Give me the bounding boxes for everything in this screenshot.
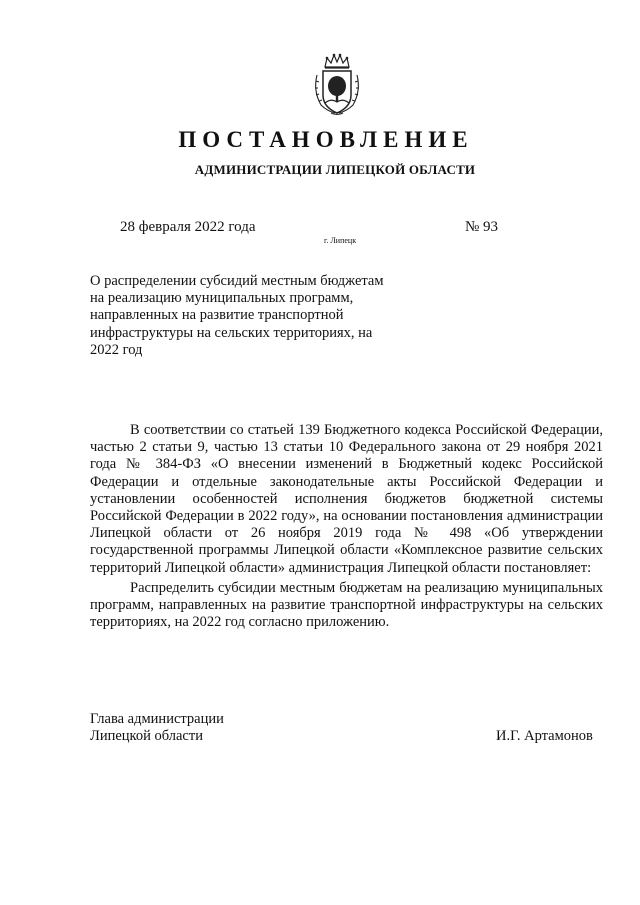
signatory-position-line: Глава администрации bbox=[90, 711, 224, 727]
issuing-authority: АДМИНИСТРАЦИИ ЛИПЕЦКОЙ ОБЛАСТИ bbox=[194, 162, 476, 177]
document-body bbox=[90, 422, 603, 631]
document-subject: О распределении субсидий местным бюджетам на реализацию муниципальных программ, направленных на развитие транспортной инфраструктуры на сельских территориях, на 2022 год bbox=[90, 273, 384, 358]
body-paragraph: В соответствии со статьей 139 Бюджетного кодекса Российской Федерации, частью 2 статьи 9, частью 13 статьи 10 Федерального закона от 29 ноября 2021 года № 384-ФЗ «О внесении изменений в Бюджетный кодекс Российской Федерации и отдельные законодательные акты Российской Федерации и установлении особенностей исполнения бюджетов бюджетной системы Российской Федерации в 2022 году», на основании постановления администрации Липецкой области от 26 ноября 2019 года № 498 «Об утверждении государственной программы Липецкой области «Комплексное развитие сельских территорий Липецкой области» администрация Липецкой области постановляет: bbox=[90, 422, 603, 576]
body-paragraph: Распределить субсидии местным бюджетам на реализацию муниципальных программ, направленных на развитие транспортной инфраструктуры на сельских территориях, на 2022 год согласно приложению. bbox=[90, 579, 603, 631]
signatory-name: И.Г. Артамонов bbox=[496, 728, 593, 744]
signatory-position-line: Липецкой области bbox=[90, 728, 203, 745]
document-date: 28 февраля 2022 года bbox=[120, 219, 256, 235]
signatory-position bbox=[90, 711, 224, 745]
document-city: г. Липецк bbox=[324, 236, 357, 245]
document-title: ПОСТАНОВЛЕНИЕ bbox=[178, 127, 474, 152]
lipetsk-region-coat-of-arms-icon bbox=[309, 53, 365, 117]
document-number: № 93 bbox=[465, 219, 499, 235]
